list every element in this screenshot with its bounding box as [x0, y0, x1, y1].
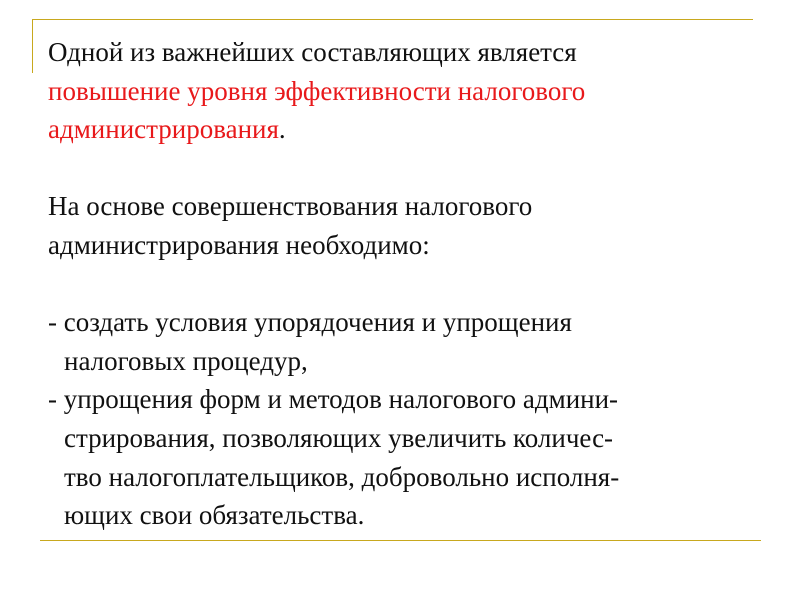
top-rule — [32, 19, 753, 20]
intro-highlight-line-3: администрирования — [48, 114, 279, 145]
intro-period: . — [278, 114, 286, 145]
left-rule — [32, 19, 33, 73]
slide-body — [48, 33, 773, 535]
list-item-2-line-2: стрирования, позволяющих увеличить количес- — [64, 422, 614, 453]
intro-line-3 — [48, 110, 773, 149]
intro-highlight-line-2: повышение уровня эффективности налогового — [48, 75, 586, 106]
basis-line-1: На основе совершенствования налогового — [48, 191, 533, 222]
basis-line-2: администрирования необходимо: — [48, 229, 430, 260]
list-item-2-line-4: ющих свои обязательства. — [64, 500, 365, 531]
list-item-1-line-1: - создать условия упорядочения и упрощения — [48, 307, 572, 338]
bottom-rule — [40, 540, 761, 541]
list-item-2-line-3: тво налогоплательщиков, добровольно исполня- — [64, 461, 620, 492]
spacer — [48, 149, 773, 188]
list-item-1-line-2: налоговых процедур, — [64, 345, 308, 376]
spacer — [48, 265, 773, 304]
list-item-2-line-1: - упрощения форм и методов налогового админи- — [48, 384, 619, 415]
intro-line-1: Одной из важнейших составляющих является — [48, 37, 577, 67]
